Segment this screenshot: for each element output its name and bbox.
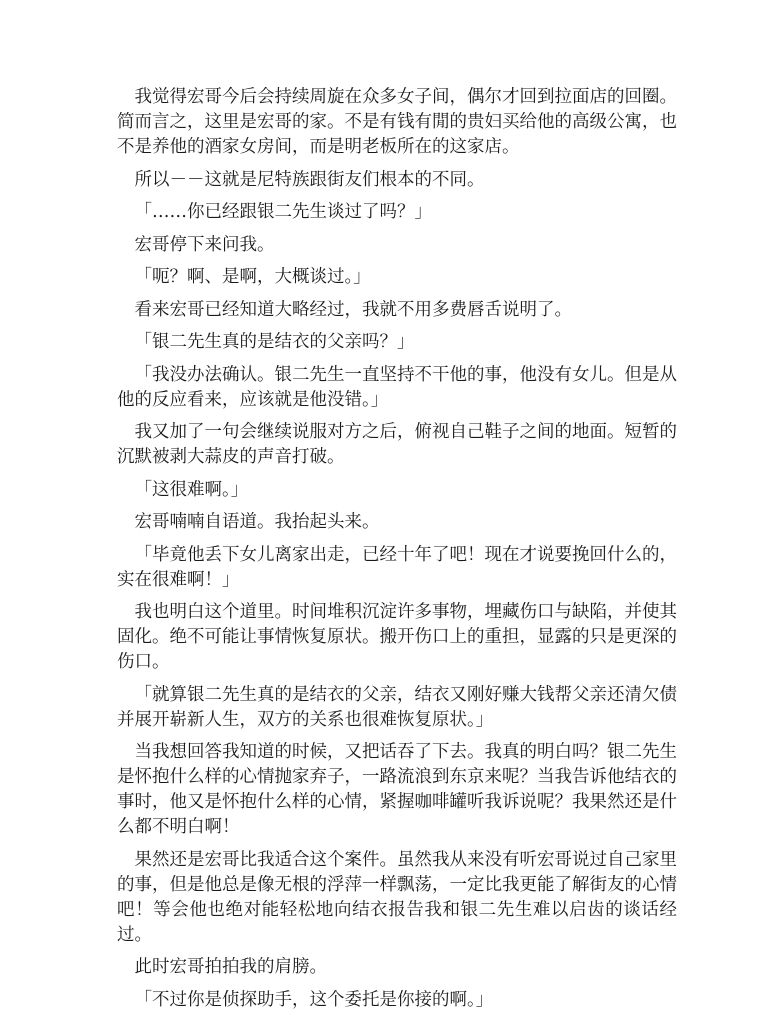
paragraph: 此时宏哥拍拍我的肩膀。: [134, 957, 327, 977]
paragraph: 「银二先生真的是结衣的父亲吗？」: [134, 332, 415, 352]
paragraph: 当我想回答我知道的时候，又把话吞了下去。我真的明白吗？银二先生是怀抱什么样的心情抛家弃子，一路流浪到东京来呢？当我告诉他结衣的事时，他又是怀抱什么样的心情，紧握咖啡罐听我诉说呢？我果然还是什么都不明白啊！: [117, 742, 677, 837]
paragraph: 「呃？啊、是啊，大概谈过。」: [134, 267, 371, 287]
paragraph: 「就算银二先生真的是结衣的父亲，结衣又刚好赚大钱帮父亲还清欠债并展开崭新人生，双方的关系也很难恢复原状。」: [117, 684, 677, 730]
paragraph: 「我没办法确认。银二先生一直坚持不干他的事，他没有女儿。但是从他的反应看来，应该就是他没错。」: [117, 364, 677, 410]
paragraph: 我觉得宏哥今后会持续周旋在众多女子间，偶尔才回到拉面店的回圈。简而言之，这里是宏哥的家。不是有钱有閒的贵妇买给他的高级公寓，也不是养他的酒家女房间，而是明老板所在的这家店。: [117, 87, 677, 157]
paragraph: 「不过你是侦探助手，这个委托是你接的啊。」: [134, 989, 494, 1010]
paragraph: 「……你已经跟银二先生谈过了吗？」: [134, 202, 432, 222]
paragraph: 「这很难啊。」: [134, 479, 249, 500]
paragraph: 看来宏哥已经知道大略经过，我就不用多费唇舌说明了。: [134, 299, 572, 320]
paragraph: 宏哥停下来问我。: [134, 234, 275, 255]
paragraph: 我也明白这个道里。时间堆积沉淀许多事物，埋藏伤口与缺陷，并使其固化。绝不可能让事情恢复原状。搬开伤口上的重担，显露的只是更深的伤口。: [117, 602, 677, 672]
paragraph: 果然还是宏哥比我适合这个案件。虽然我从来没有听宏哥说过自己家里的事，但是他总是像无根的浮萍一样飘荡，一定比我更能了解街友的心情吧！等会他也绝对能轻松地向结衣报告我和银二先生难以启齿的谈话经过。: [117, 849, 677, 945]
paragraph: 所以－－这就是尼特族跟街友们根本的不同。: [134, 169, 485, 190]
paragraph: 宏哥喃喃自语道。我抬起头来。: [134, 512, 380, 532]
body-text: [117, 85, 677, 1020]
paragraph: 我又加了一句会继续说服对方之后，俯视自己鞋子之间的地面。短暂的沉默被剥大蒜皮的声音打破。: [117, 422, 677, 467]
paragraph: 「毕竟他丢下女儿离家出走，已经十年了吧！现在才说要挽回什么的，实在很难啊！」: [117, 544, 677, 590]
